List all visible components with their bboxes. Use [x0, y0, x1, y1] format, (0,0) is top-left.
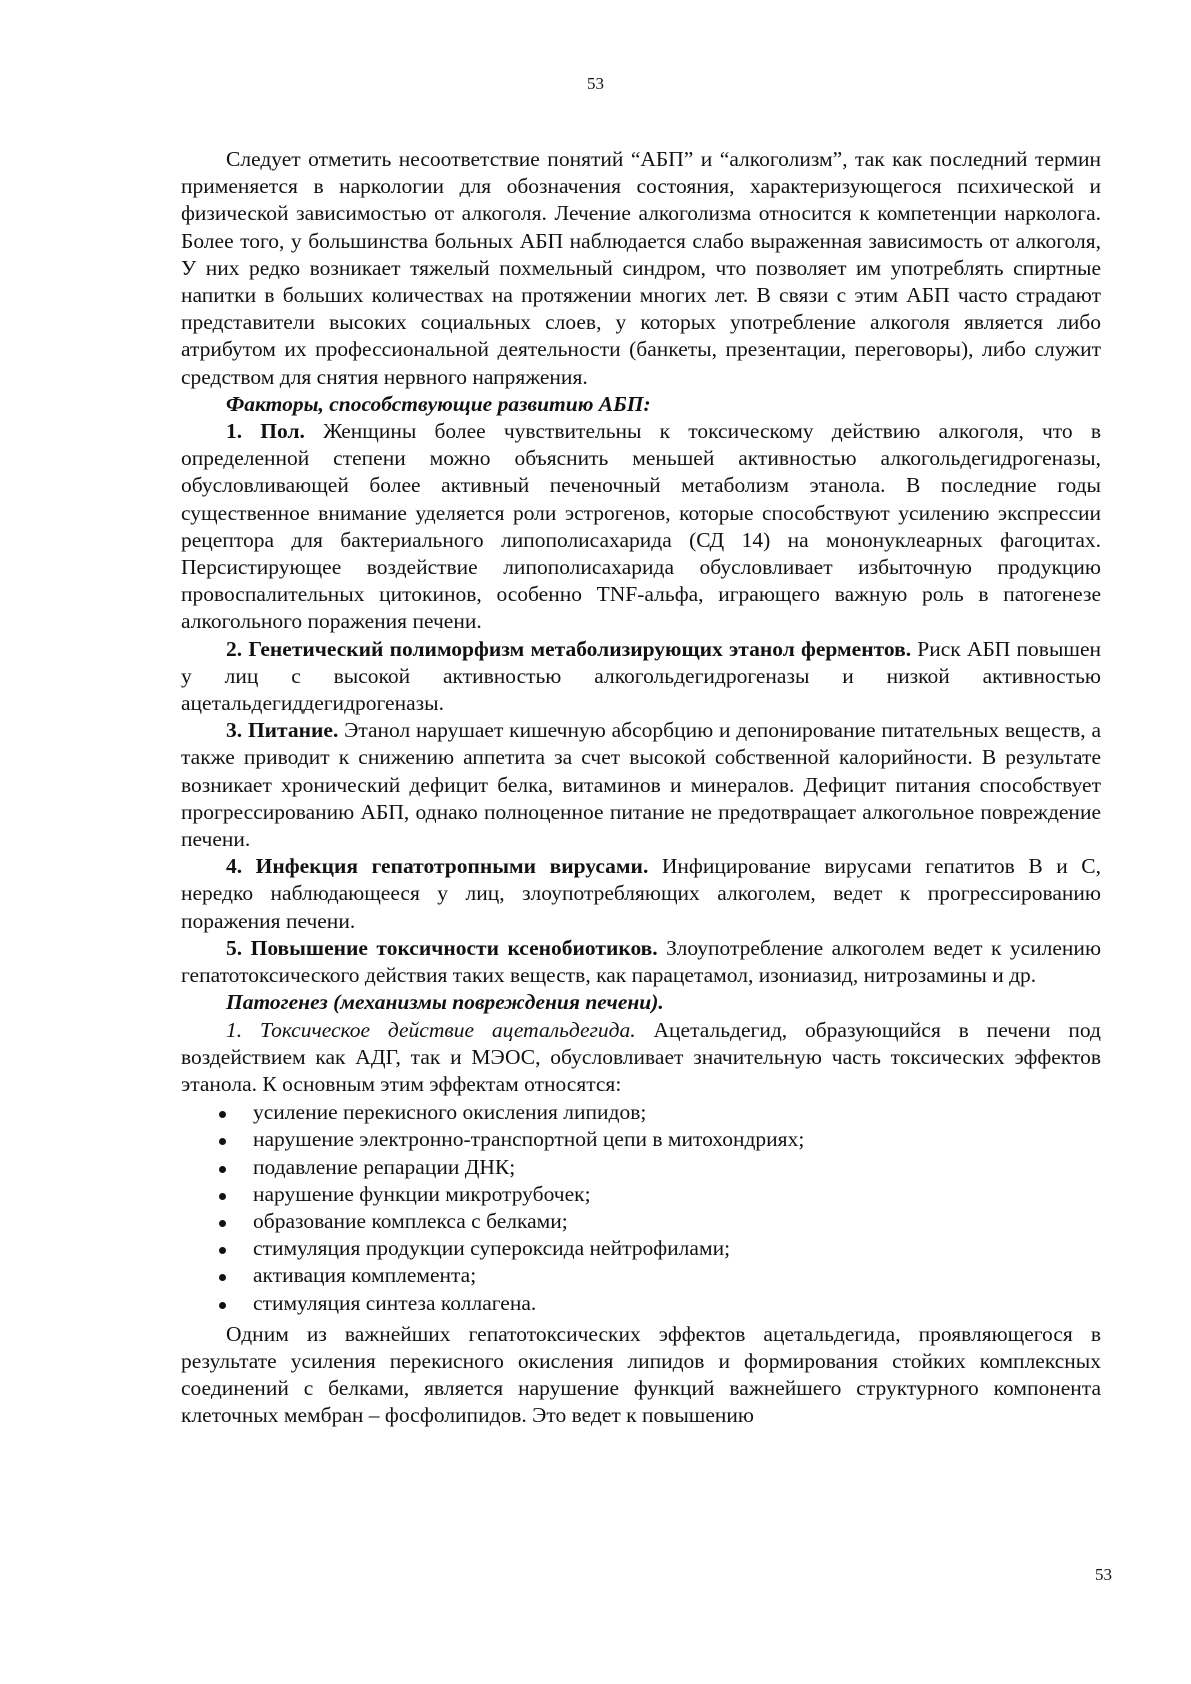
- final-paragraph: Одним из важнейших гепатотоксических эффектов ацетальдегида, проявляющегося в результате усиления перекисного окисления липидов и формирования стойких комплексных соединений с белками, является нарушение функций важнейшего структурного компонента клеточных мембран – фосфолипидов. Это ведет к повышению: [181, 1321, 1101, 1428]
- intro-paragraph: Следует отметить несоответствие понятий “АБП” и “алкоголизм”, так как последний термин применяется в наркологии для обозначения состояния, характеризующегося психической и физической зависимостью от алкоголя. Лечение алкоголизма относится к компетенции нарколога. Более того, у большинства больных АБП наблюдается слабо выраженная зависимость от алкоголя, У них редко возникает тяжелый похмельный синдром, что позволяет им употреблять спиртные напитки в больших количествах на протяжении многих лет. В связи с этим АБП часто страдают представители высоких социальных слоев, у которых употребление алкоголя является либо атрибутом их профессиональной деятельности (банкеты, презентации, переговоры), либо служит средством для снятия нервного напряжения.: [181, 147, 1101, 389]
- effects-list: [181, 1099, 1101, 1317]
- factor-title: 1. Пол.: [226, 419, 305, 444]
- list-item-text: стимуляция продукции супероксида нейтрофилами;: [253, 1236, 731, 1261]
- bullet-icon: [219, 1193, 226, 1200]
- list-item-text: нарушение функции микротрубочек;: [253, 1181, 591, 1206]
- factor-title: 4. Инфекция гепатотропными вирусами.: [226, 854, 649, 879]
- list-item: [181, 1181, 1101, 1208]
- bullet-icon: [219, 1111, 226, 1118]
- bullet-icon: [219, 1220, 226, 1227]
- list-item-text: усиление перекисного окисления липидов;: [253, 1100, 647, 1125]
- bullet-icon: [219, 1274, 226, 1281]
- bullet-icon: [219, 1302, 226, 1309]
- bullet-icon: [219, 1138, 226, 1145]
- page-content: [181, 146, 1101, 1430]
- factor-title: 5. Повышение токсичности ксенобиотиков.: [226, 935, 658, 960]
- factor-text: Риск АБП повышен у лиц с высокой активностью алкогольдегидрогеназы и низкой активностью ацетальдегиддегидрогеназы.: [181, 636, 1102, 716]
- factor-title: 3. Питание.: [226, 718, 339, 743]
- list-item-text: нарушение электронно-транспортной цепи в митохондриях;: [253, 1127, 805, 1152]
- bullet-icon: [219, 1247, 226, 1254]
- list-item: [181, 1099, 1101, 1126]
- factor-title: 2. Генетический полиморфизм метаболизирующих этанол ферментов.: [226, 636, 912, 661]
- pathogenesis-paragraph: [181, 1017, 1101, 1099]
- factor-text: Злоупотребление алкоголем ведет к усилению гепатотоксического действия таких веществ, как парацетамол, изониазид, нитрозамины и др.: [181, 935, 1102, 988]
- list-item-text: активация комплемента;: [253, 1263, 477, 1288]
- factor-text: Инфицирование вирусами гепатитов В и С, нередко наблюдающееся у лиц, злоупотребляющих алкоголем, ведет к прогрессированию поражения печени.: [181, 854, 1101, 933]
- factor-text: Этанол нарушает кишечную абсорбцию и депонирование питательных веществ, а также приводит к снижению аппетита за счет высокой собственной калорийности. В результате возникает хронический дефицит белка, витаминов и минералов. Дефицит питания способствует прогрессированию АБП, однако полноценное питание не предотвращает алкогольное повреждение печени.: [181, 718, 1101, 852]
- pathogenesis-item-title: 1. Токсическое действие ацетальдегида.: [226, 1017, 636, 1042]
- factor-paragraph: [181, 636, 1101, 718]
- pathogenesis-item-text: Ацетальдегид, образующийся в печени под воздействием как АДГ, так и МЭОС, обусловливает значительную часть токсических эффектов этанола. К основным этим эффектам относятся:: [181, 1017, 1101, 1096]
- list-item: [181, 1208, 1101, 1235]
- list-item: [181, 1154, 1101, 1181]
- list-item: [181, 1126, 1101, 1153]
- factor-paragraph: [181, 935, 1101, 989]
- factor-paragraph: [181, 717, 1101, 853]
- page-number-top: 53: [587, 74, 604, 93]
- factor-text: Женщины более чувствительны к токсическому действию алкоголя, что в определенной степени можно объяснить меньшей активностью алкогольдегидрогеназы, обусловливающей более активный печеночный метаболизм этанола. В последние годы существенное внимание уделяется роли эстрогенов, которые способствуют усилению экспрессии рецептора для бактериального липополисахарида (СД 14) на мононуклеарных фагоцитах. Персистирующее воздействие липополисахарида обусловливает избыточную продукцию провоспалительных цитокинов, особенно TNF-альфа, играющего важную роль в патогенезе алкогольного поражения печени.: [181, 419, 1101, 634]
- list-item-text: стимуляция синтеза коллагена.: [253, 1290, 537, 1315]
- bullet-icon: [219, 1166, 226, 1173]
- factors-heading: Факторы, способствующие развитию АБП:: [226, 391, 651, 416]
- factor-paragraph: [181, 853, 1101, 935]
- list-item-text: образование комплекса с белками;: [253, 1208, 568, 1233]
- factor-paragraph: [181, 418, 1101, 636]
- list-item-text: подавление репарации ДНК;: [253, 1154, 516, 1179]
- list-item: [181, 1290, 1101, 1317]
- page-number-bottom: 53: [1095, 1565, 1112, 1584]
- list-item: [181, 1262, 1101, 1289]
- list-item: [181, 1235, 1101, 1262]
- pathogenesis-heading: Патогенез (механизмы повреждения печени).: [226, 990, 664, 1015]
